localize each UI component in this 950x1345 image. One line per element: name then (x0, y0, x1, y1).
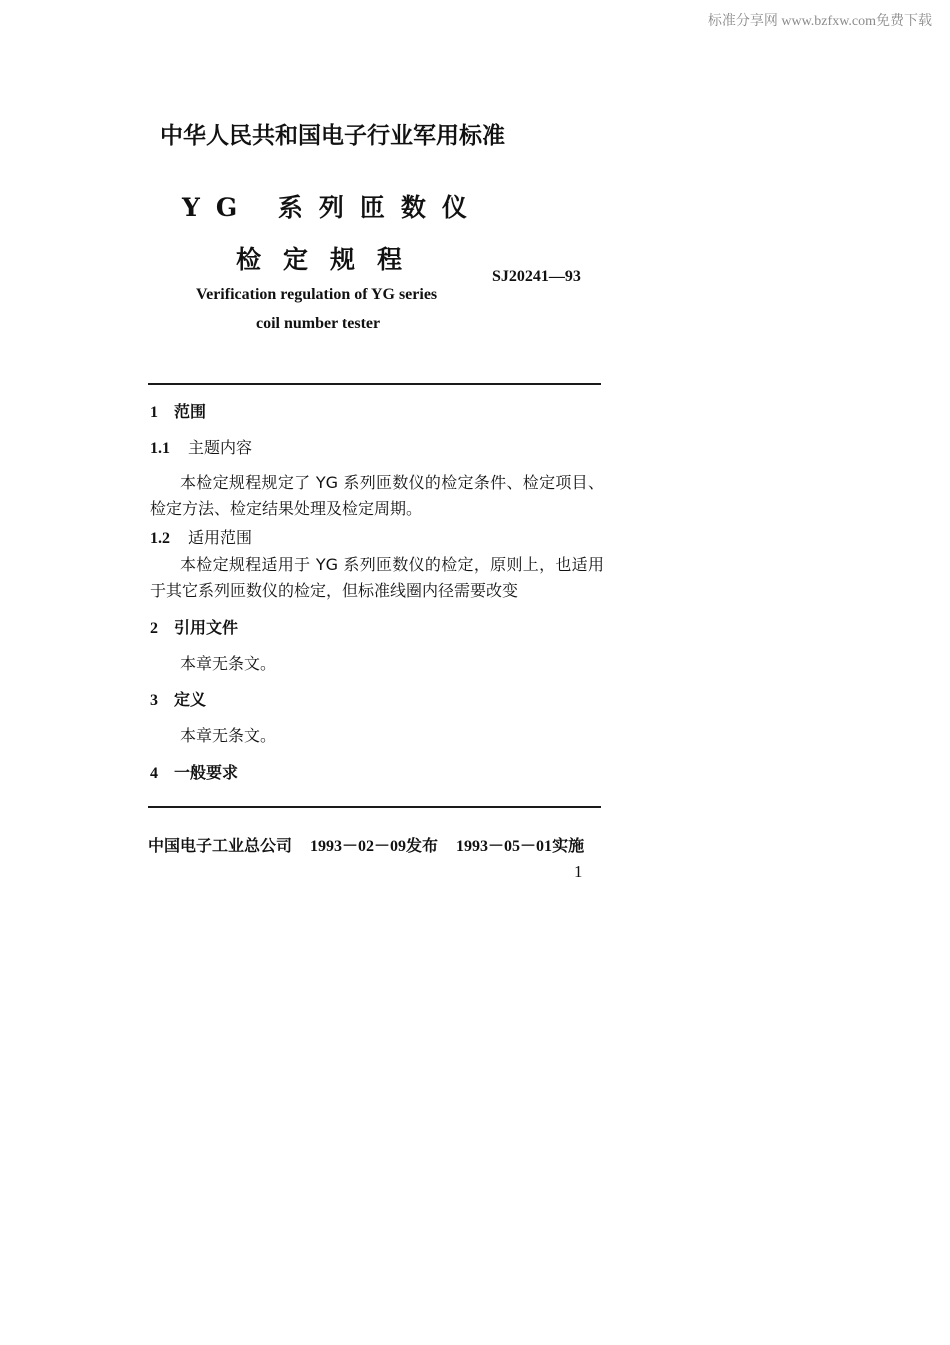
document-title-line2: 检定规程 (236, 245, 425, 274)
document-title-line1: YG 系列匝数仪 (182, 193, 483, 222)
issuer-heading: 中华人民共和国电子行业军用标准 (160, 123, 505, 149)
section-number: 3 (150, 692, 158, 709)
effective-date: 1993－05－01 (456, 838, 553, 855)
section-4-heading (150, 760, 238, 783)
page-number: 1 (574, 862, 583, 881)
section-number: 1 (150, 404, 158, 421)
standard-code: SJ20241—93 (492, 268, 581, 285)
section-title: 主题内容 (188, 438, 253, 457)
section-1-heading (150, 399, 206, 422)
effective-label: 实施 (552, 836, 585, 855)
section-1-2-body: 本检定规程适用于 YG 系列匝数仪的检定，原则上，也适用于其它系列匝数仪的检定，但标准线圈内径需要改变 (150, 555, 604, 600)
section-title: 定义 (174, 690, 207, 709)
publisher: 中国电子工业总公司 (148, 836, 293, 855)
section-title: 引用文件 (174, 618, 239, 637)
bottom-divider (148, 806, 601, 808)
section-1-1-heading (150, 435, 252, 458)
section-title: 适用范围 (188, 528, 253, 547)
watermark-text: 标准分享网 www.bzfxw.com免费下载 (707, 14, 932, 29)
english-title-line2: coil number tester (256, 315, 381, 332)
section-number: 1.2 (150, 530, 170, 547)
section-1-1-body: 本检定规程规定了 YG 系列匝数仪的检定条件、检定项目、检定方法、检定结果处理及检定周期。 (150, 473, 604, 518)
section-3-body: 本章无条文。 (180, 726, 277, 745)
top-divider (148, 383, 601, 385)
section-number: 4 (150, 765, 158, 782)
english-title-line1: Verification regulation of YG series (196, 286, 438, 303)
section-1-2-heading (150, 525, 252, 548)
section-number: 1.1 (150, 440, 170, 457)
section-number: 2 (150, 620, 158, 637)
section-title: 范围 (174, 402, 207, 421)
footer-publication-line (148, 833, 584, 856)
section-2-heading (150, 615, 238, 638)
publish-label: 发布 (406, 836, 439, 855)
section-2-body: 本章无条文。 (180, 654, 277, 673)
publish-date: 1993－02－09 (310, 838, 407, 855)
section-3-heading (150, 687, 206, 710)
section-title: 一般要求 (174, 763, 239, 782)
